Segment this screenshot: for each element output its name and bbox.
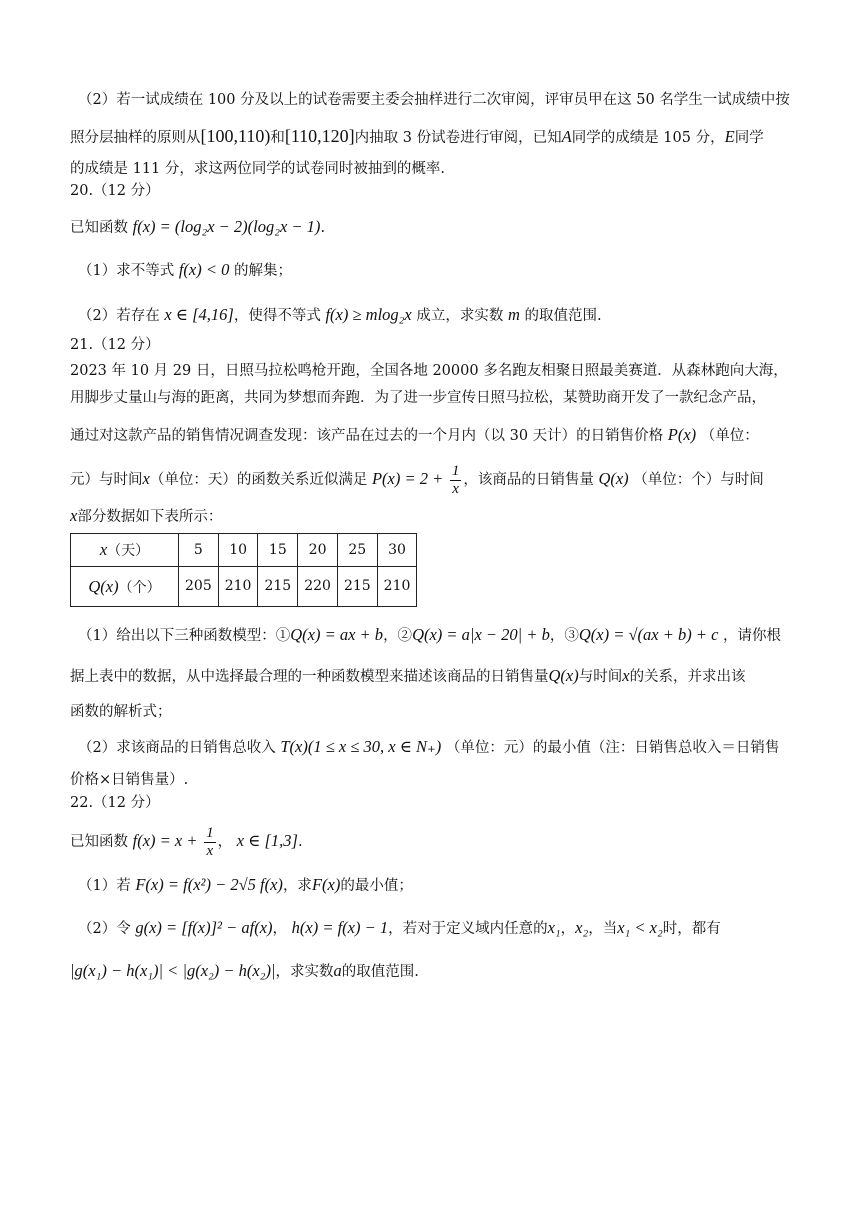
q20-part1-formula: f(x) < 0 xyxy=(178,260,230,279)
model-1: Q(x) = ax + b xyxy=(290,625,384,644)
q22-function-formula: f(x) = x + xyxy=(132,831,198,850)
q21-part2-line2: 价格×日销售量）. xyxy=(70,772,189,788)
q20-part2-inequality: f(x) ≥ mlog₂x xyxy=(325,305,412,324)
interval-2: [110,120] xyxy=(284,126,355,146)
variable-m: m xyxy=(507,305,520,324)
question-20 xyxy=(70,183,792,337)
q20-part1: （1）求不等式 f(x) < 0 的解集； xyxy=(78,260,292,279)
q22-F-formula: F(x) = f(x²) − 2√5 f(x) xyxy=(135,875,283,894)
q22-header: 22.（12 分） xyxy=(70,795,160,811)
model-2: Q(x) = a|x − 20| + b xyxy=(412,625,550,644)
table-cell: 215 xyxy=(337,567,377,607)
q22-g-formula: g(x) = [f(x)]² − af(x) xyxy=(135,918,273,937)
q21-part1-line1: （1）给出以下三种函数模型：①Q(x) = ax + b，②Q(x) = a|x − 20| + b，③Q(x) = √(ax + b) + c ，请你根 xyxy=(78,625,782,644)
q22-part2-line1: （2）令 g(x) = [f(x)]² − af(x)， h(x) = f(x) − 1，若对于定义域内任意的x₁，x₂，当x₁ < x₂时，都有 xyxy=(78,918,721,937)
q19-part2 xyxy=(70,92,792,183)
fraction-1-over-x: $\frac{1}{x}$ xyxy=(206,825,214,859)
q21-part1-line3: 函数的解析式； xyxy=(70,704,172,720)
q19-part2-line2: 照分层抽样的原则从[100,110)和[110,120]内抽取 3 份试卷进行审阅，已知A同学的成绩是 105 分，E同学 xyxy=(70,126,764,146)
revenue-function: T(x)(1 ≤ x ≤ 30, x ∈ N₊) xyxy=(280,737,442,756)
student-a: A xyxy=(561,127,572,146)
interval-1: [100,110) xyxy=(200,126,271,146)
table-cell: 205 xyxy=(179,567,219,607)
q21-header: 21.（12 分） xyxy=(70,337,160,353)
q21-para5: x部分数据如下表所示： xyxy=(70,506,223,525)
question-22 xyxy=(70,795,792,991)
q22-part2-line2: |g(x₁) − h(x₁)| < |g(x₂) − h(x₂)|，求实数a的取值范围. xyxy=(70,961,419,980)
q22-given: 已知函数 f(x) = x + $\frac{1}{x}$ ， x ∈ [1,3]. xyxy=(70,825,303,859)
exam-page xyxy=(70,92,792,991)
price-formula: P(x) = 2 + xyxy=(371,469,444,488)
q21-para1: 2023 年 10 月 29 日，日照马拉松鸣枪开跑，全国各地 20000 多名跑友相聚日照最美赛道．从森林跑向大海， xyxy=(70,363,788,379)
q20-header: 20.（12 分） xyxy=(70,183,160,199)
table-cell: 210 xyxy=(218,567,258,607)
q22-h-formula: h(x) = f(x) − 1 xyxy=(291,918,389,937)
table-cell: 220 xyxy=(298,567,338,607)
q22-part1: （1）若 F(x) = f(x²) − 2√5 f(x)，求F(x)的最小值； xyxy=(78,875,413,894)
q21-part1-line2: 据上表中的数据，从中选择最合理的一种函数模型来描述该商品的日销售量Q(x)与时间x的关系，并求出该 xyxy=(70,666,746,685)
question-21 xyxy=(70,337,792,795)
table-cell: 5 xyxy=(179,534,219,567)
q22-inequality: |g(x₁) − h(x₁)| < |g(x₂) − h(x₂)| xyxy=(70,961,276,980)
table-row-q xyxy=(71,567,417,607)
table-cell: 15 xyxy=(258,534,298,567)
student-e: E xyxy=(724,127,735,146)
table-cell: 210 xyxy=(377,567,417,607)
q21-para2: 用脚步丈量山与海的距离，共同为梦想而奔跑．为了进一步宣传日照马拉松，某赞助商开发了一款纪念产品， xyxy=(70,390,766,406)
table-cell: 30 xyxy=(377,534,417,567)
q20-function-formula: f(x) = (log₂x − 2)(log₂x − 1) xyxy=(132,217,321,236)
q22-domain: x ∈ [1,3] xyxy=(236,831,298,850)
q21-para4: 元）与时间x（单位：天）的函数关系近似满足 P(x) = 2 + $\frac{1}{x}$ ，该商品的日销售量 Q(x) （单位：个）与时间 xyxy=(70,463,764,497)
q19-part2-line3: 的成绩是 111 分，求这两位同学的试卷同时被抽到的概率. xyxy=(70,161,446,177)
q19-part2-line1: （2）若一试成绩在 100 分及以上的试卷需要主委会抽样进行二次审阅，评审员甲在这 50 名学生一试成绩中按 xyxy=(78,92,790,108)
table-header-q: Q(x)（个） xyxy=(71,567,179,607)
table-cell: 215 xyxy=(258,567,298,607)
sales-data-table xyxy=(70,533,417,607)
q20-given: 已知函数 f(x) = (log₂x − 2)(log₂x − 1). xyxy=(70,217,326,236)
q20-part2-domain: x ∈ [4,16] xyxy=(164,305,234,324)
table-row-x xyxy=(71,534,417,567)
q20-part2: （2）若存在 x ∈ [4,16]，使得不等式 f(x) ≥ mlog₂x 成立，求实数 m 的取值范围. xyxy=(78,305,602,324)
fraction-1-over-x: $\frac{1}{x}$ xyxy=(451,463,460,497)
model-3: Q(x) = √(ax + b) + c xyxy=(578,625,719,644)
quantity-function: Q(x) xyxy=(598,469,629,488)
q21-para3: 通过对这款产品的销售情况调查发现：该产品在过去的一个月内（以 30 天计）的日销售价格 P(x) （单位： xyxy=(70,425,759,444)
q21-part2-line1: （2）求该商品的日销售总收入 T(x)(1 ≤ x ≤ 30, x ∈ N₊) （单位：元）的最小值（注：日销售总收入＝日销售 xyxy=(78,737,780,756)
table-header-x: x（天） xyxy=(71,534,179,567)
table-cell: 25 xyxy=(337,534,377,567)
table-cell: 10 xyxy=(218,534,258,567)
table-cell: 20 xyxy=(298,534,338,567)
price-function: P(x) xyxy=(667,425,697,444)
